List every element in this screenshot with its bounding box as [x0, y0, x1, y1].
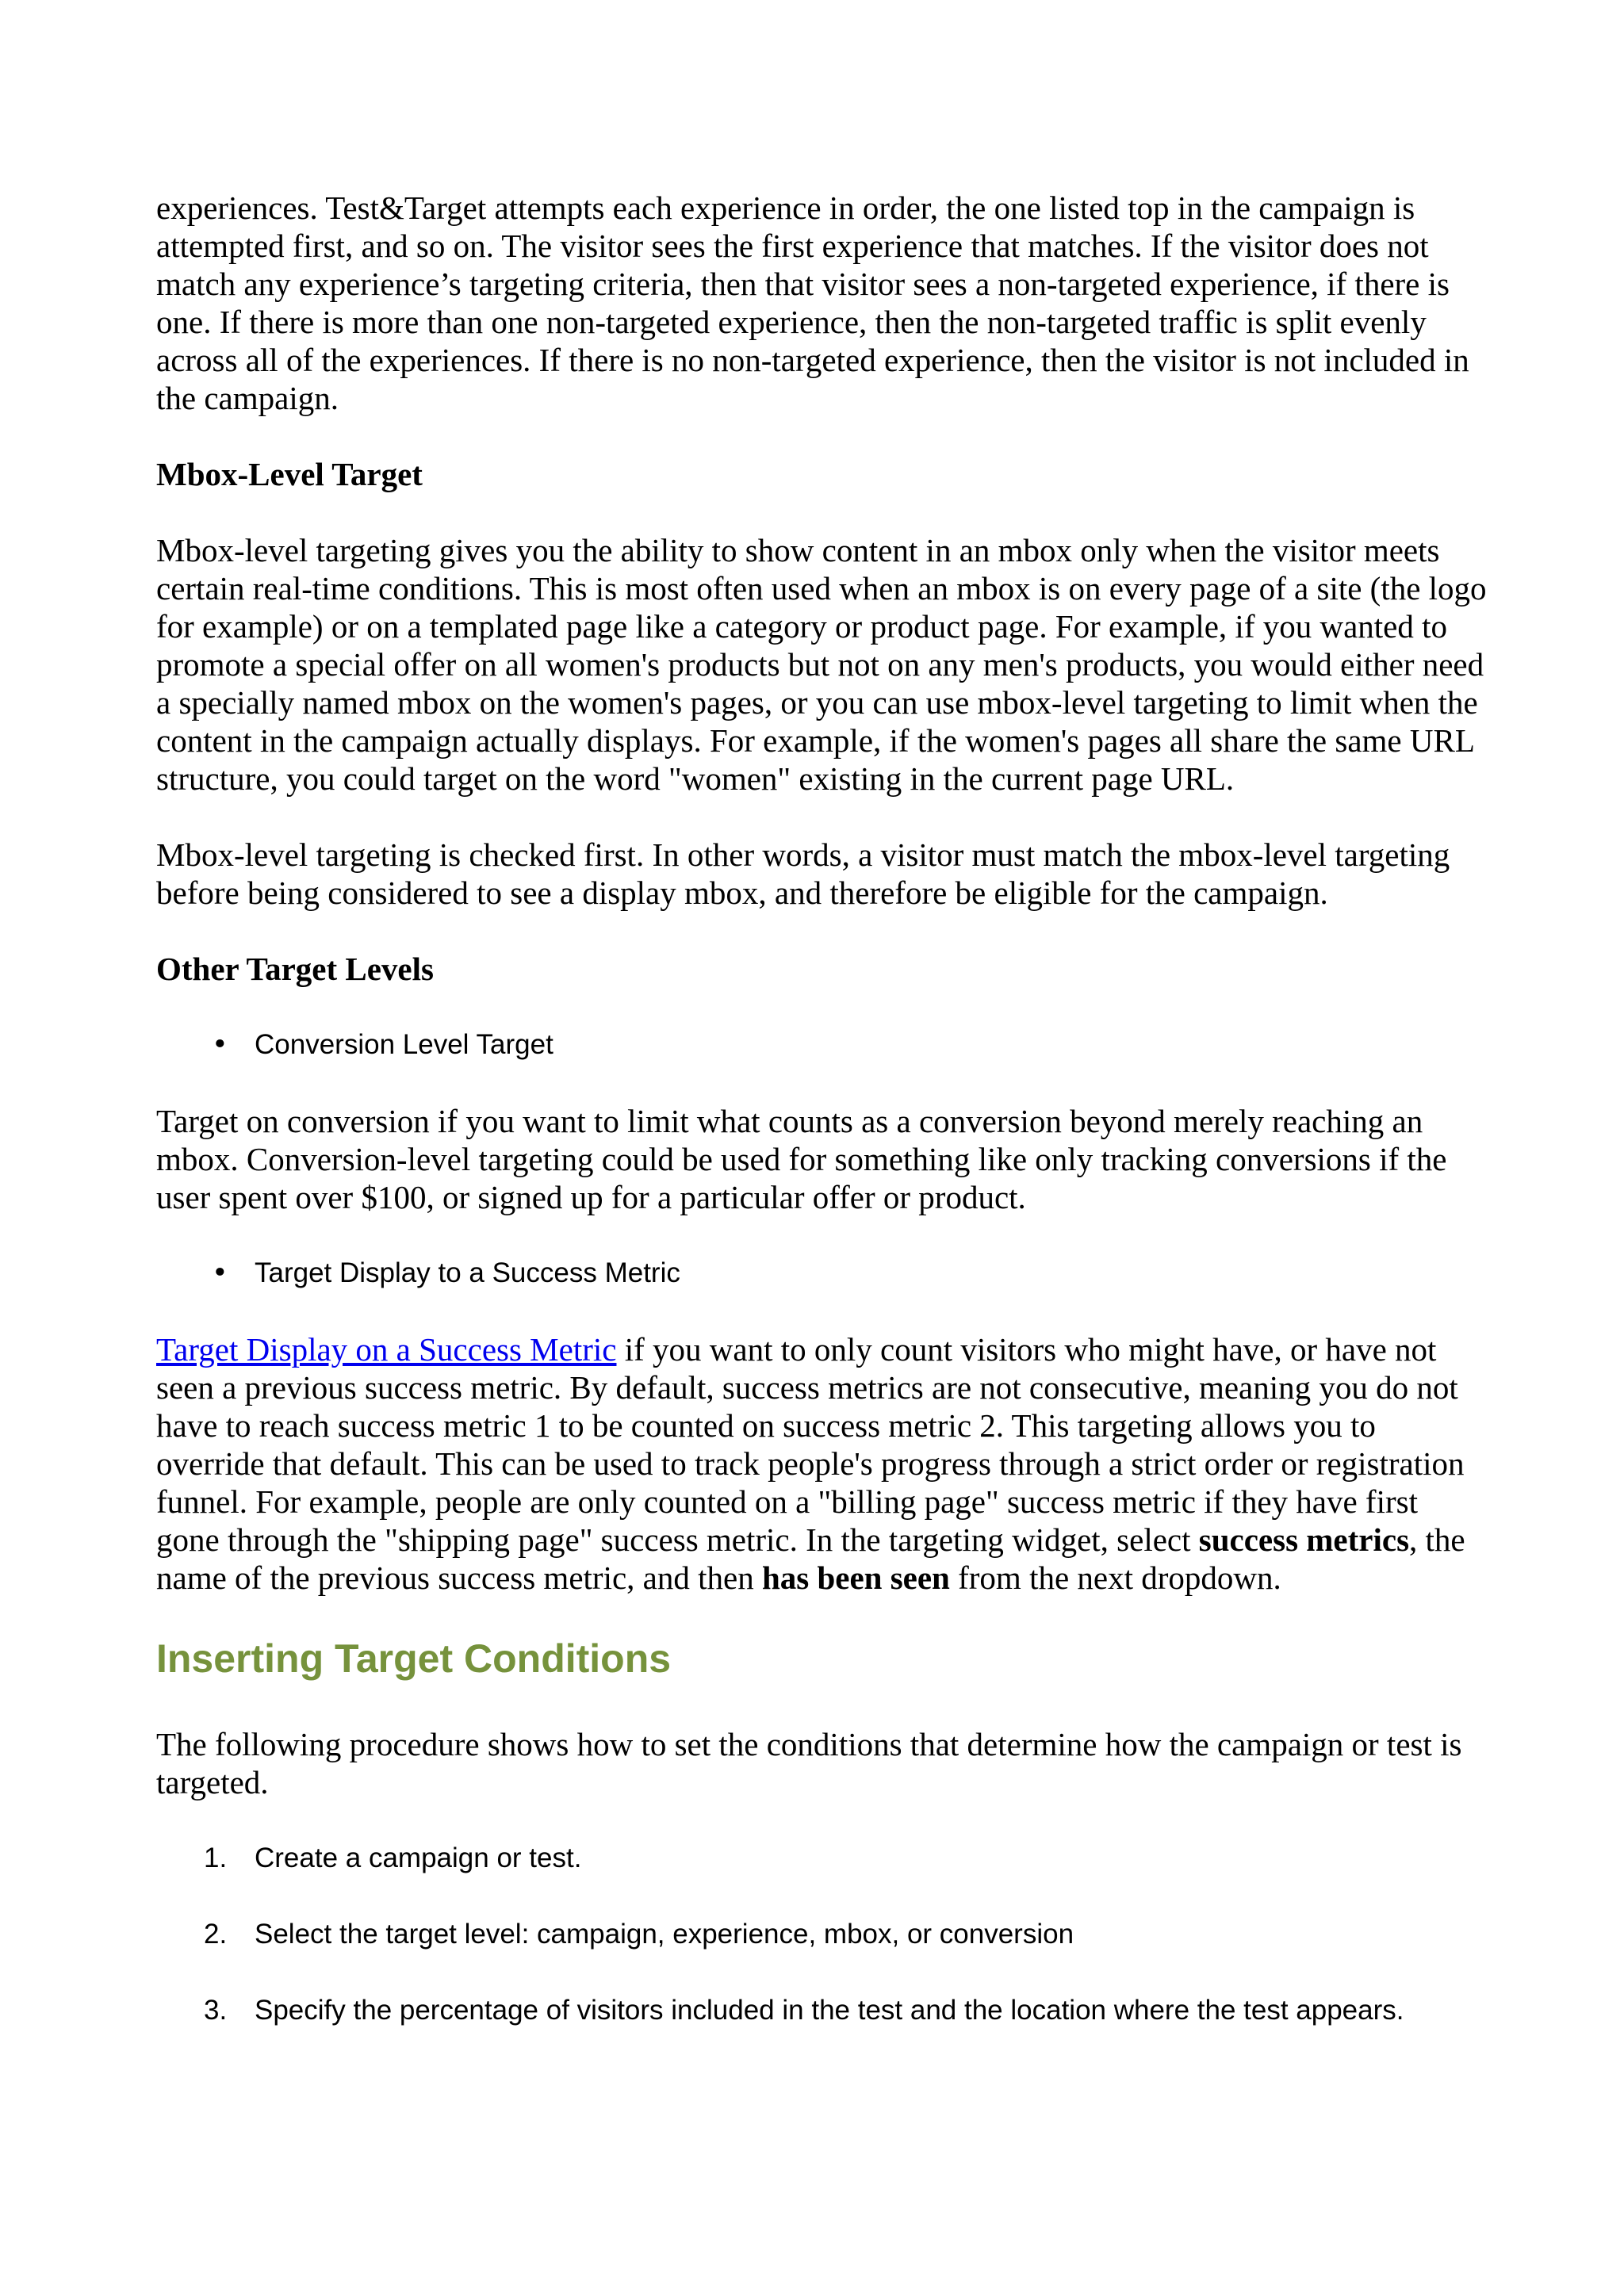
intro-paragraph: experiences. Test&Target attempts each experience in order, the one listed top in the campaign is attempted first, and so on. The visitor sees the first experience that matches. If the visitor does not match any experience’s targeting criteria, then that visitor sees a non-targeted experience, if there is one. If there is more than one non-targeted experience, then the non-targeted traffic is split evenly across all of the experiences. If there is no non-targeted experience, then the visitor is not included in the campaign.	[156, 189, 1469, 416]
conversion-bullet-list	[156, 1026, 1488, 1064]
list-item	[156, 1915, 1488, 1954]
list-item	[156, 1839, 1488, 1877]
inserting-target-conditions-heading: Inserting Target Conditions	[156, 1636, 672, 1681]
step-text: Select the target level: campaign, experience, mbox, or conversion	[255, 1919, 1074, 1950]
inserting-paragraph: The following procedure shows how to set the conditions that determine how the campaign or test is targeted.	[156, 1726, 1462, 1800]
bullet-text-conversion-level-target: Conversion Level Target	[255, 1029, 553, 1060]
list-item	[156, 1992, 1488, 2030]
other-target-levels-heading: Other Target Levels	[156, 951, 434, 987]
mbox-paragraph-2: Mbox-level targeting is checked first. In other words, a visitor must match the mbox-level targeting before being considered to see a display mbox, and therefore be eligible for the campaign.	[156, 836, 1450, 911]
step-text: Create a campaign or test.	[255, 1843, 582, 1873]
target-display-success-metric-link[interactable]: Target Display on a Success Metric	[156, 1331, 617, 1368]
step-number: 1.	[204, 1843, 228, 1873]
success-metric-text-1: if you want to only count visitors who might have, or have not seen a previous success metric. By default, success metrics are not consecutive, meaning you do not have to reach success metric 1 to be counted on success metric 2. This targeting allows you to override that default. This can be used to track people's progress through a strict order or registration funnel. For example, people are only counted on a "billing page" success metric if they have first gone through the "shipping page" success metric. In the targeting widget, select	[156, 1331, 1465, 1558]
step-number: 3.	[204, 1995, 228, 2026]
success-metric-bullet-list	[156, 1254, 1488, 1292]
bullet-icon: •	[212, 1029, 228, 1061]
bullet-text-target-display-success-metric: Target Display to a Success Metric	[255, 1257, 680, 1288]
success-metric-text-3: from the next dropdown.	[949, 1559, 1281, 1596]
procedure-steps-list	[156, 1839, 1488, 2030]
success-metric-text-2: , the name of the previous success metric, and then	[156, 1521, 1465, 1596]
conversion-paragraph: Target on conversion if you want to limit what counts as a conversion beyond merely reaching an mbox. Conversion-level targeting could be used for something like only tracking conversions if the user spent over $100, or signed up for a particular offer or product.	[156, 1103, 1447, 1215]
mbox-level-target-heading: Mbox-Level Target	[156, 456, 423, 492]
document-page	[156, 189, 1488, 2068]
success-metric-paragraph	[156, 1330, 1488, 1597]
list-item	[156, 1026, 1488, 1064]
bullet-icon: •	[212, 1257, 228, 1289]
step-text: Specify the percentage of visitors included in the test and the location where the test appears.	[255, 1995, 1404, 2026]
mbox-paragraph-1: Mbox-level targeting gives you the ability to show content in an mbox only when the visitor meets certain real-time conditions. This is most often used when an mbox is on every page of a site (the logo for example) or on a templated page like a category or product page. For example, if you wanted to promote a special offer on all women's products but not on any men's products, you would either need a specially named mbox on the women's pages, or you can use mbox-level targeting to limit when the content in the campaign actually displays. For example, if the women's pages all share the same URL structure, you could target on the word "women" existing in the current page URL.	[156, 532, 1487, 797]
step-number: 2.	[204, 1919, 228, 1950]
has-been-seen-bold: has been seen	[761, 1559, 950, 1596]
success-metrics-bold: success metrics	[1198, 1521, 1410, 1558]
list-item	[156, 1254, 1488, 1292]
